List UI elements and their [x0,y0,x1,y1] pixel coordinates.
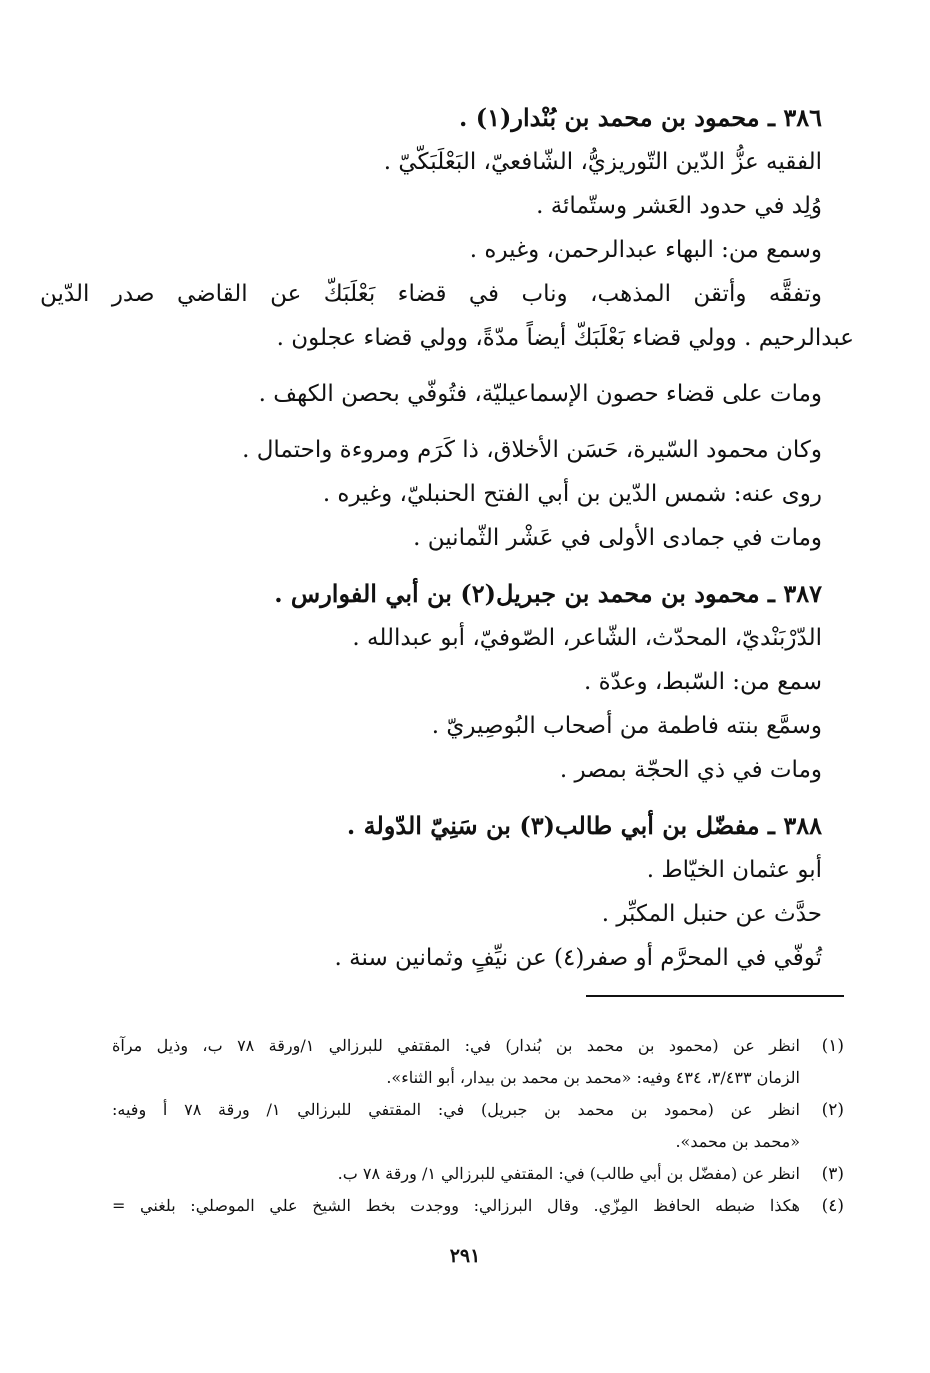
footnote-line: الزمان ٣/٤٣٣، ٤٣٤ وفيه: «محمد بن محمد بن بيدار، أبو الثناء». [386,1068,800,1087]
footnote-text [112,1030,800,1094]
footnote-line: انظر عن (محمود بن محمد بن جبريل) في: المقتفي للبرزالي ١/ ورقة ٧٨ أ وفيه: [112,1100,800,1119]
footnote-item [112,1190,844,1222]
footnote-number: (٢) [821,1100,844,1120]
spacer [72,792,822,804]
entry-386 [40,96,854,560]
footnote-number: (٣) [821,1164,844,1184]
entry-heading: ٣٨٦ ـ محمود بن محمد بن بُنْدار(١) . [459,103,822,132]
spacer [72,560,822,572]
text-line: ومات في جمادى الأولى في عَشْر الثّمانين . [413,525,822,551]
footnote-line: انظر عن (مفضّل بن أبي طالب) في: المقتفي للبرزالي ١/ ورقة ٧٨ ب. [337,1164,800,1183]
text-line: الدّرْبَنْديّ، المحدّث، الشّاعر، الصّوفيّ، أبو عبدالله . [352,625,822,651]
text-line: وسمَّع بنته فاطمة من أصحاب البُوصِيريّ . [431,713,822,739]
footnote-item [112,1158,844,1190]
main-text [40,96,854,980]
footnote-separator [586,995,844,997]
footnote-number: (٤) [821,1196,844,1216]
spacer [72,360,822,372]
text-line: تُوفّي في المحرَّم أو صفر(٤) عن نيِّفٍ وثمانين سنة . [334,945,822,971]
text-line: ومات على قضاء حصون الإسماعيليّة، فتُوفّي بحصن الكهف . [258,381,822,407]
footnote-text [112,1190,800,1222]
text-line: ومات في ذي الحجّة بمصر . [559,757,822,783]
text-line: الفقيه عزُّ الدّين التّوريزيُّ، الشّافعيّ، البَعْلَبَكّيّ . [383,149,822,175]
text-line: روى عنه: شمس الدّين بن أبي الفتح الحنبليّ، وغيره . [322,481,822,507]
entry-heading: ٣٨٨ ـ مفضّل بن أبي طالب(٣) بن سَنِيّ الدّولة . [346,811,822,840]
text-line: وسمع من: البهاء عبدالرحمن، وغيره . [469,237,822,263]
entry-388 [72,804,822,980]
footnote-line: انظر عن (محمود بن محمد بن بُندار) في: المقتفي للبرزالي ١/ورقة ٧٨ ب، وذيل مرآة [112,1036,800,1055]
text-line: وُلِد في حدود العَشر وستّمائة . [536,193,822,219]
footnote-text [112,1094,800,1158]
footnote-item [112,1094,844,1158]
footnotes [112,1030,844,1222]
text-line: سمع من: السّبط، وعدّة . [583,669,822,695]
text-line: عبدالرحيم . وولي قضاء بَعْلَبَكّ أيضاً مدّةً، وولي قضاء عجلون . [276,325,854,351]
text-line: وكان محمود السّيرة، حَسَن الأخلاق، ذا كَرَم ومروءة واحتمال . [242,437,822,463]
footnote-number: (١) [821,1036,844,1056]
spacer [72,416,822,428]
text-line: حدَّث عن حنبل المكبِّر . [601,901,822,927]
footnote-line: هكذا ضبطه الحافظ المِزّي. وقال البرزالي: ووجدت بخط الشيخ علي الموصلي: بلغني = [112,1196,800,1215]
entry-387 [72,572,822,792]
entry-heading: ٣٨٧ ـ محمود بن محمد بن جبريل(٢) بن أبي الفوارس . [274,579,822,608]
footnote-line: «محمد بن محمد». [675,1132,800,1151]
page-number: ٢٩١ [449,1245,481,1267]
footnote-item [112,1030,844,1094]
text-line: أبو عثمان الخيّاط . [646,857,822,883]
text-line: وتفقَّه وأتقن المذهب، وناب في قضاء بَعْلَبَكّ عن القاضي صدر الدّين [40,281,822,307]
footnote-text [112,1158,800,1190]
